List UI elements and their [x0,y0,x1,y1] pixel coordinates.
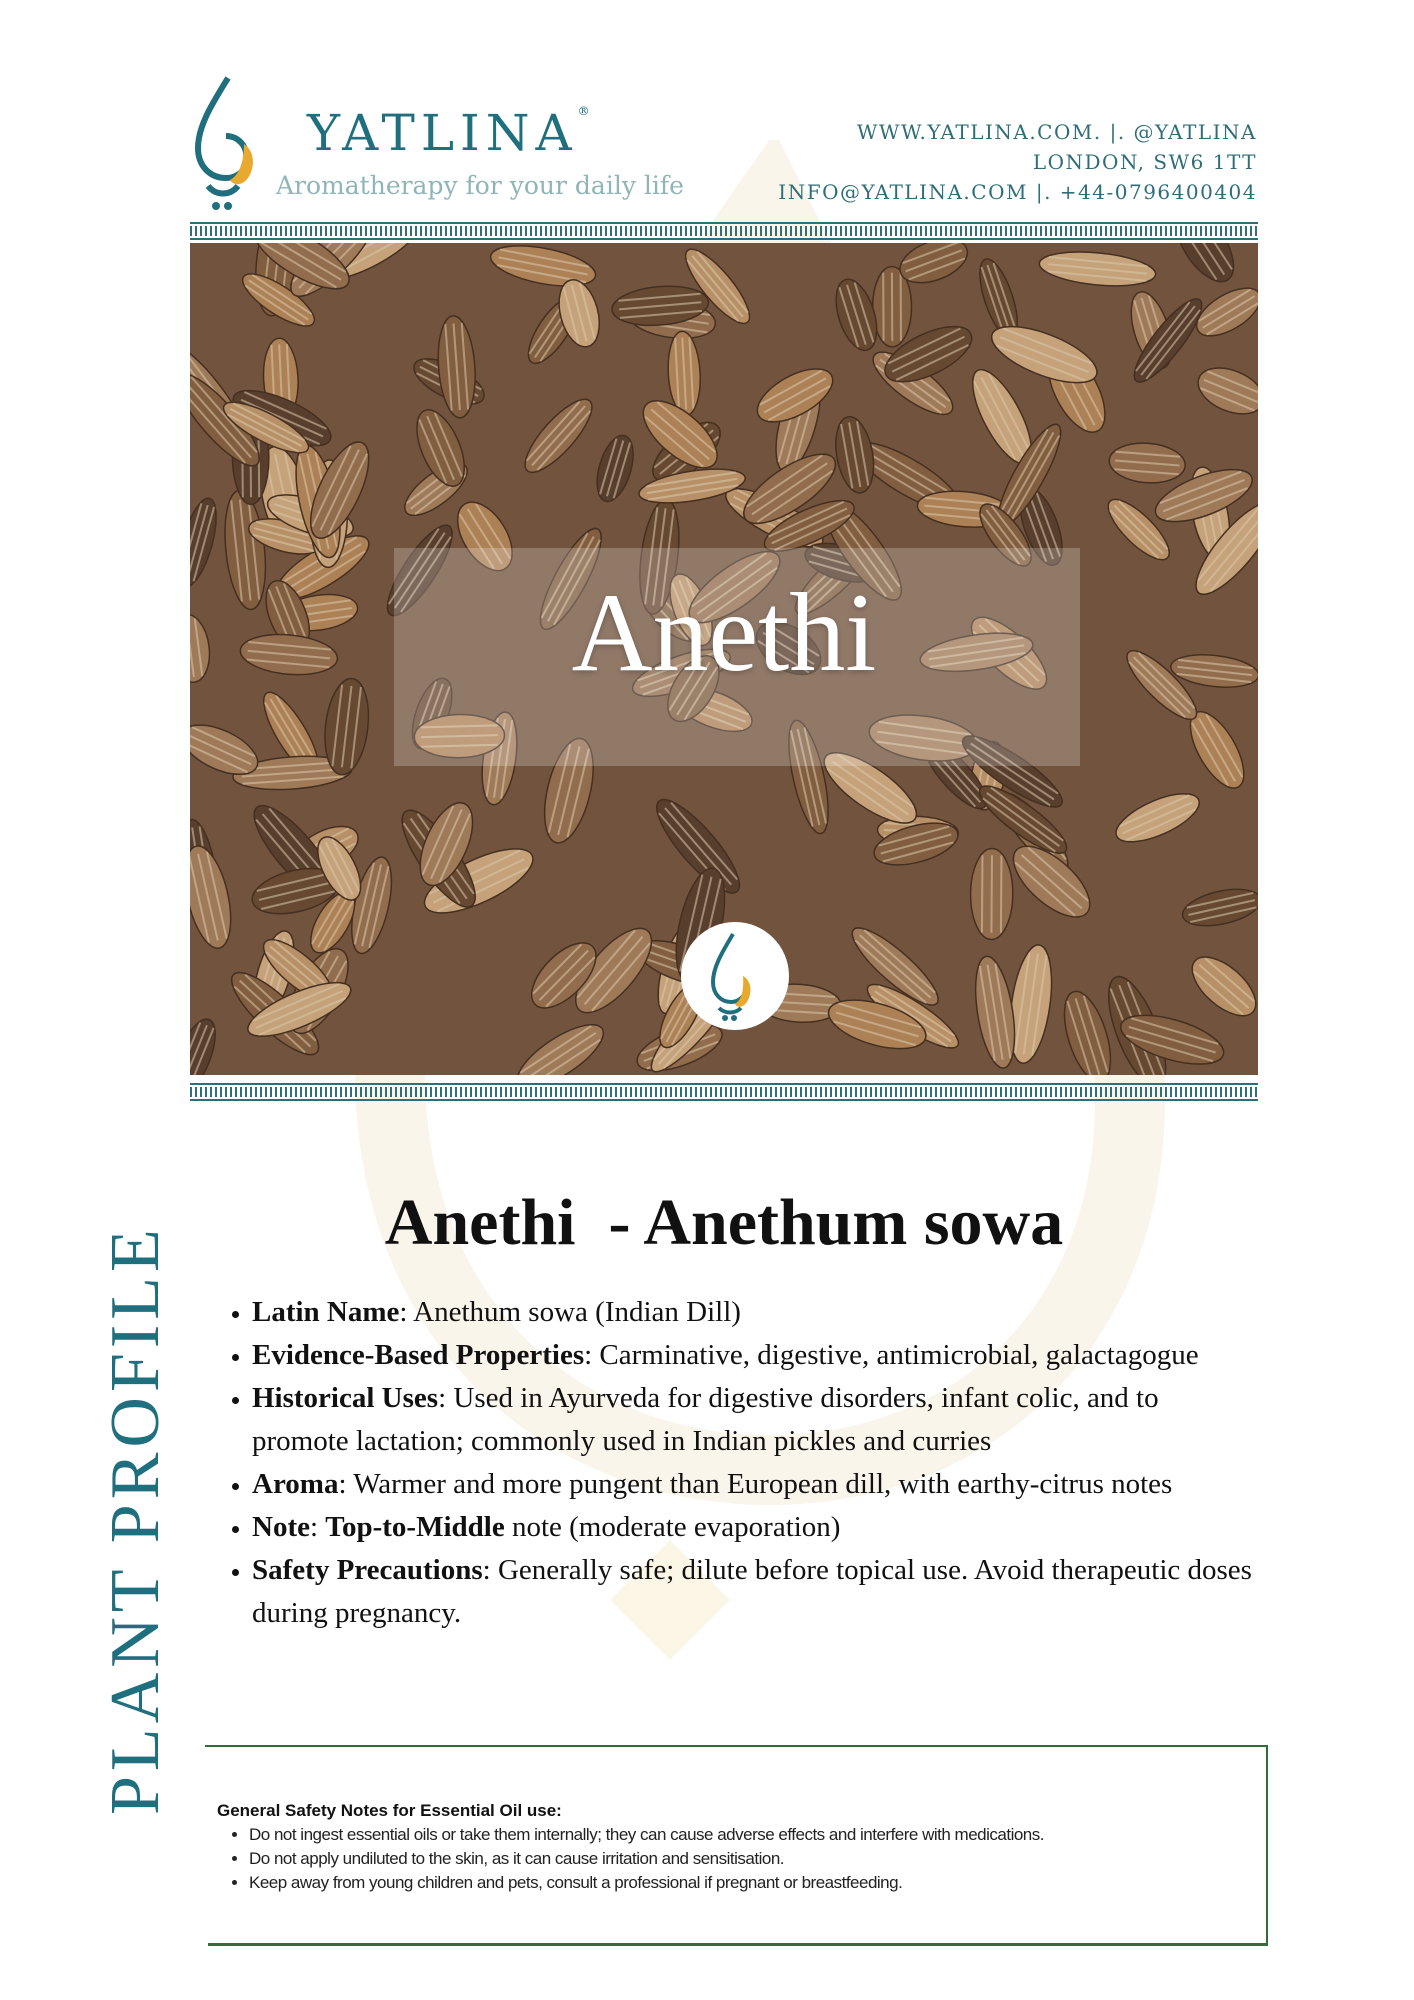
safety-notes-box [205,1745,1268,1946]
brand-tagline: Aromatherapy for your daily life [276,171,684,200]
list-item [252,1377,1262,1463]
list-item [252,1549,1262,1635]
contact-line-email-phone: INFO@YATLINA.COM |. +44-0796400404 [778,180,1257,204]
property-label: Note [252,1511,310,1543]
hero-title: Anethi [571,571,877,695]
property-label: Historical Uses [252,1382,439,1414]
safety-notes-list [231,1823,1044,1895]
list-item [252,1506,1262,1549]
decorative-border-top [190,222,1258,240]
contact-info [778,117,1257,207]
list-item: • Do not ingest essential oils or take them internally; they can cause adverse effects and interfere with medications. [249,1823,1044,1847]
box-border-top [205,1745,1268,1747]
safety-notes-title: General Safety Notes for Essential Oil use: [217,1801,562,1820]
yatlina-drop-logo-icon [681,922,789,1030]
property-text: : Warmer and more pungent than European dill, with earthy-citrus notes [338,1468,1173,1500]
brand-name: YATLINA® [307,104,590,162]
property-label: Top-to-Middle [325,1511,505,1543]
property-label: Latin Name [252,1296,400,1328]
list-item: • Keep away from young children and pets, consult a professional if pregnant or breastfeeding. [249,1871,1044,1895]
property-text: : Used in Ayurveda for digestive disorders, infant colic, and to promote lactation; commonly used in Indian pickles and curries [252,1382,1159,1457]
property-label: Evidence-Based Properties [252,1339,585,1371]
contact-line-address: LONDON, SW6 1TT [1032,150,1257,174]
property-text: : Carminative, digestive, antimicrobial, galactagogue [584,1339,1199,1371]
property-text: : Anethum sowa (Indian Dill) [399,1296,741,1328]
property-label: Aroma [252,1468,339,1500]
brand-logo [190,74,684,214]
property-text: : [309,1511,326,1543]
property-text: : Generally safe; dilute before topical use. Avoid therapeutic doses during pregnancy. [252,1554,1252,1629]
contact-line-web: WWW.YATLINA.COM. |. @YATLINA [856,120,1257,144]
list-item [252,1463,1262,1506]
hero-badge [681,922,789,1030]
yatlina-drop-logo-icon [190,74,270,214]
list-item: • Do not apply undiluted to the skin, as it can cause irritation and sensitisation. [249,1847,1044,1871]
side-label: PLANT PROFILE [97,1224,174,1815]
decorative-border-bottom [190,1083,1258,1101]
list-item [252,1291,1262,1334]
box-border-bottom [208,1943,1268,1946]
box-border-right [1266,1745,1268,1946]
property-text: note (moderate evaporation) [504,1511,841,1543]
profile-heading: Anethi - Anethum sowa [384,1186,1064,1259]
hero-image [190,243,1258,1075]
list-item [252,1334,1262,1377]
profile-properties-list [220,1291,1262,1635]
property-label: Safety Precautions [252,1554,483,1586]
